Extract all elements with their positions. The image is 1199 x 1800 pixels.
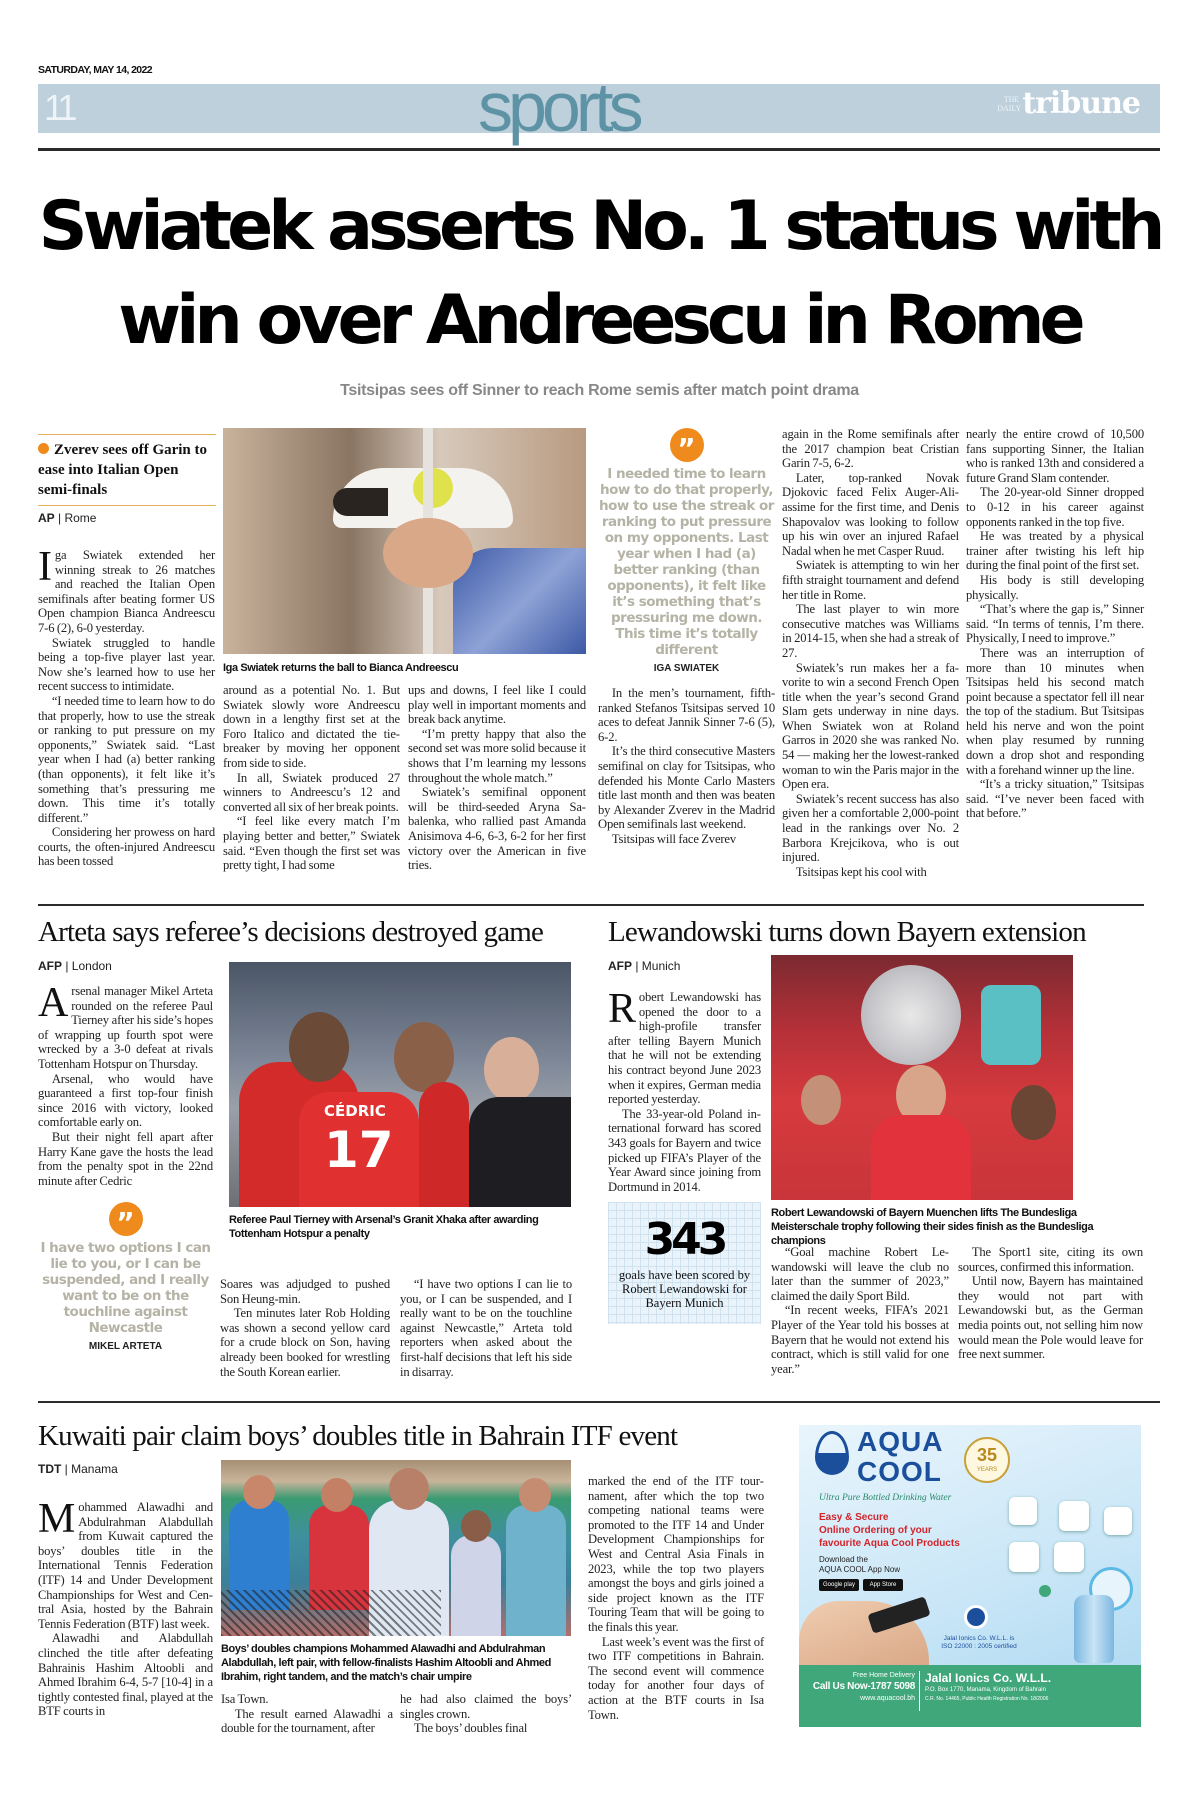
iso-text [939, 1635, 1019, 1651]
arteta-photo [229, 962, 571, 1207]
lewandowski-headline: Lewandowski turns down Bayern extension [608, 916, 1086, 948]
arteta-column-1-wrap [38, 980, 213, 1353]
dropcap: I [38, 544, 52, 590]
page-number: 11 [44, 87, 74, 128]
lead-column-4-wrap [598, 428, 775, 847]
quote-icon: ” [109, 1202, 143, 1236]
pullquote-text: I needed time to learn how to do that properly, how to use the streak or ranking to put pressure on my opponents. Last year when I had (a) better ranking (than opponents), it felt like it’s something that’s pressuring me down. This time it’s totally different [599, 466, 774, 658]
paragraph: The result earned Alawadhi a double for the tournament, after [221, 1706, 393, 1736]
paragraph: ups and downs, I feel like I could play well in important moments and break back anytime. [408, 683, 586, 727]
paragraph: “That’s where the gap is,” Sinner said. “In terms of tennis, I’m there. Physically, I need to improve.” [966, 602, 1144, 646]
paragraph: Arsenal, who would have guaranteed a first top-four finish since 2016 with victory, looked comfortable early on. [38, 1071, 213, 1130]
paper-logo-small: THE DAILY [997, 94, 1022, 113]
stat-box [608, 1202, 761, 1324]
iso-line: ISO 22000 : 2005 certified [941, 1643, 1017, 1650]
brand-line2: COOL [857, 1456, 942, 1487]
byline-agency: AFP [38, 959, 62, 973]
kuwait-byline: TDT | Manama [38, 1462, 118, 1476]
company-address: P.O. Box 1770, Manama, Kingdom of Bahrain [925, 1687, 1046, 1693]
paragraph: In the men’s tournament, fifth-ranked Stefanos Tsitsipas served 10 aces to defeat Jannik Sinner 7-6 (5), 6-2. [598, 686, 775, 744]
lead-photo-caption: Iga Swiatek returns the ball to Bianca Andreescu [223, 662, 459, 674]
paragraph: he had also claimed the boys’ singles crown. [400, 1692, 572, 1721]
paragraph: In all, Swiatek produced 27 winners to Andreescu’s 12 and converted all six of her break points. [223, 770, 400, 814]
arteta-column-3 [400, 1277, 572, 1379]
water-bottle-image [1074, 1595, 1114, 1663]
issue-date: SATURDAY, MAY 14, 2022 [38, 64, 153, 76]
paragraph: The Sport1 site, citing its own sources, confirmed this information. [958, 1245, 1143, 1274]
ad-footer [799, 1665, 1141, 1727]
lead-column-2 [223, 683, 400, 873]
paper-logo-name: tribune [1022, 86, 1140, 121]
download-line: Download the [819, 1555, 868, 1564]
paragraph: “In recent weeks, FIFA’s 2021 Player of the Year told his bosses at Bayern that he would not extend his contract, which is still valid for one year.” [771, 1303, 949, 1376]
paragraph: Until now, Bayern has maintained they would not part with Lewandowski but, as the German media points out, not selling him now would mean the Pole would leave for free next summer. [958, 1274, 1143, 1362]
lead-headline-line2: win over Andreescu in Rome [118, 281, 1081, 360]
paragraph: His body is still developing physically. [966, 572, 1144, 602]
teaser-dot-icon [38, 443, 49, 454]
paragraph: around as a potential No. 1. But Swiatek slowly wore Andreescu down in a lengthy first set at the Foro Italico and dictated the tiebreaker by moving her opponent from side to side. [223, 683, 400, 770]
water-drop-icon [815, 1431, 849, 1475]
paragraph: marked the end of the ITF tournament, after which the top two competing national teams were promoted to the ITF 14 and Under Development Championships for West and Central Asia Finals in 2023, while the top two players amongst the boys and girls joined a side project known as the ITF Touring Team that will be going to the finals this year. [588, 1474, 764, 1634]
paragraph: Tsitsipas will face Zverev [611, 831, 737, 846]
paragraph: obert Lewandowski has opened the door to a high-profile transfer after telling Bayern Munich that he will not be extending his contract beyond June 2023 when it expires, German media reported yesterday. [608, 990, 761, 1107]
paragraph: The boys’ doubles final [413, 1721, 528, 1736]
byline-agency: AP [38, 511, 55, 525]
company-logo-icon [964, 1605, 988, 1629]
lewandowski-column-1 [608, 986, 761, 1194]
paragraph: “I needed time to learn how to do that properly, how to use the streak or ranking to put pressure on my opponents,” Swiatek said. “Last year when I had (a) better ranking (than opponents), it felt like it’s something that’s pressuring me down. This time it’s totally different.” [38, 693, 215, 825]
paper-logo [997, 86, 1140, 121]
promo-text [819, 1511, 960, 1550]
paragraph: Last week’s event was the first of two ITF competitions in Bahrain. The second event will commence today for another four days of action at the BTF courts in Isa Town. [588, 1634, 764, 1722]
arteta-column-1 [38, 980, 213, 1188]
pullquote-attribution: IGA SWIATEK [653, 663, 720, 674]
lead-column-4 [598, 686, 775, 847]
promo-line: Easy & Secure [819, 1512, 889, 1523]
quote-icon: ” [670, 428, 704, 462]
paragraph: Soares was adjudged to pushed Son Heung-min. [220, 1277, 390, 1306]
lewandowski-column-1-wrap [608, 986, 761, 1324]
lewandowski-column-3 [958, 1245, 1143, 1362]
paragraph: Swiatek is attempting to win her fifth straight tournament and defend her title in Rome. [782, 558, 959, 602]
byline-agency: TDT [38, 1462, 62, 1476]
lewandowski-byline: AFP | Munich [608, 959, 681, 973]
paragraph: Later, top-ranked Novak Djokovic faced Felix Auger-Aliassime for the first time, and Denis Shapovalov was looking to follow up his win over an injured Rafael Nadal when he met Casper Ruud. [782, 470, 959, 558]
byline-place: Manama [71, 1462, 118, 1476]
paragraph: “It’s a tricky situation,” Tsitsipas said. “I’ve never been faced with that before.” [966, 777, 1144, 821]
google-play-button[interactable]: Google play [819, 1579, 859, 1591]
shirt-number: 17 [324, 1121, 394, 1179]
dropcap: M [38, 1496, 76, 1542]
paragraph: rsenal manager Mikel Arteta rounded on the referee Paul Tierney after his side’s hopes of wrapping up fourth spot were wrecked by a 3-0 defeat at rivals Tottenham Hotspur on Thursday. [38, 984, 213, 1071]
lead-column-3 [408, 683, 586, 873]
lewandowski-photo-caption: Robert Lewandowski of Bayern Muenchen lifts The Bundesliga Meisterschale trophy following their sides finish as the Bundesliga champions [771, 1207, 1094, 1247]
byline-place: Munich [641, 959, 681, 973]
paragraph: “I’m pretty happy that also the second set was more solid because it shows that I’m learning my lessons throughout the whole match.” [408, 726, 586, 785]
arteta-photo-caption: Referee Paul Tierney with Arsenal’s Granit Xhaka after awarding Tottenham Hotspur a penalty [229, 1214, 539, 1240]
paragraph: ga Swiatek extended her winning streak to 26 matches and reached the Italian Open semifinals after beating former US Open champion Bianca Andreescu 7-6 (2), 6-0 yesterday. [38, 548, 215, 635]
section-divider [38, 904, 1144, 906]
badge-number: 35 [976, 1445, 998, 1465]
teaser-text: Zverev sees off Garin to ease into Italian Open semi-finals [38, 442, 208, 498]
paragraph: Isa Town. [221, 1692, 269, 1706]
lead-headline [0, 180, 1199, 368]
pullquote-text: I have two options I can lie to you, or I can be suspended, and I really want to be on the touchline against Newcastle [40, 1240, 211, 1337]
stat-number: 343 [644, 1214, 725, 1266]
paragraph: Alawadhi and Alabdullah clinched the title after defeating Bahrainis Hashim Altoobli and Ahmed Ibrahim 6-4, 5-7 [10-4] in a tightly contested final, played at the BTF courts in [38, 1631, 213, 1719]
website-link[interactable]: www.aquacool.bh [860, 1695, 915, 1702]
paragraph: The 20-year-old Sinner dropped to 0-12 in his career against opponents ranked in the top five. [966, 485, 1144, 529]
pullquote-attribution: MIKEL ARTETA [88, 1341, 163, 1353]
teaser-box[interactable] [38, 434, 216, 506]
paragraph: again in the Rome semifinals after the 2017 champion beat Cristian Garin 7-5, 6-2. [782, 427, 959, 471]
paragraph: Swiatek’s run makes her a favorite to win a second French Open title when the year’s second Grand Slam gets underway in nine days. When Swiatek won at Roland Garros in 2020 she was ranked No. 54 — making her the lowest-ranked woman to win the Paris major in the Open era. [782, 660, 959, 792]
arteta-byline: AFP | London [38, 959, 112, 973]
kuwait-photo [221, 1460, 571, 1636]
kuwait-column-3 [400, 1692, 572, 1736]
download-line: AQUA COOL App Now [819, 1565, 901, 1574]
lead-column-6 [966, 427, 1144, 821]
brand-line1: AQUA [857, 1426, 944, 1457]
byline-place: Rome [64, 511, 97, 525]
lead-headline-line1: Swiatek asserts No. 1 status with [38, 187, 1161, 266]
paragraph: There was an interruption of more than 10 minutes when Tsitsipas held his second match point because a spectator fell ill near the top of the stadium. But Tsitsipas held his nerve and won the point when play resumed by running down a drop shot and responding with a forehand winner up the line. [966, 645, 1144, 777]
phone-number[interactable]: Call Us Now-1787 5098 [812, 1681, 915, 1692]
byline-agency: AFP [608, 959, 632, 973]
iso-line: Jalal Ionics Co. W.L.L. is [943, 1635, 1015, 1642]
paragraph: Swiatek struggled to handle being a top-five player last year. Now she’s learned how to use her recent success to intimidate. [38, 635, 215, 694]
ad-tagline: Ultra Pure Bottled Drinking Water [819, 1493, 952, 1503]
section-title: sports [478, 68, 639, 146]
paragraph: The last player to win more consecutive matches was Williams in 2014-15, when she had a streak of 27. [782, 602, 959, 660]
paragraph: It’s the third consecutive Masters semifinal on clay for Tsitsipas, who defended his Monte Carlo Masters title last month and then was beaten by Alexander Zverev in the Madrid Open semifinals last weekend. [598, 744, 775, 832]
paragraph: “Goal machine Robert Lewandowski will leave the club no later than the summer of 2023,” claimed the daily Sport Bild. [771, 1245, 949, 1303]
arteta-pullquote [38, 1202, 213, 1352]
promo-line: favourite Aqua Cool Products [819, 1538, 960, 1549]
aqua-cool-ad[interactable] [799, 1425, 1141, 1727]
paragraph: “I feel like every match I’m playing better and better,” Swiatek said. “Even though the first set was pretty tight, I had some [223, 814, 400, 873]
masthead-rule [38, 148, 1160, 151]
masthead [38, 60, 1160, 160]
lead-byline: AP | Rome [38, 511, 97, 525]
kuwait-column-2 [221, 1692, 393, 1736]
arteta-headline: Arteta says referee’s decisions destroyed game [38, 916, 544, 948]
shirt-name: CÉDRIC [324, 1102, 386, 1120]
paragraph: Tsitsipas kept his cool with [795, 864, 927, 879]
lead-column-5 [782, 427, 959, 879]
arteta-column-2 [220, 1277, 390, 1379]
company-registration: C.R. No. 14465, Public Health Registration No. 18/2006 [925, 1696, 1049, 1702]
kuwait-column-4 [588, 1474, 764, 1722]
paragraph: Ten minutes later Rob Holding was shown a second yellow card for a crude block on Son, having already been booked for wrestling the South Korean earlier. [220, 1306, 390, 1379]
paragraph: But their night fell apart after Harry Kane gave the hosts the lead from the penalty spot in the 22nd minute after Cedric [38, 1129, 213, 1188]
company-name: Jalal Ionics Co. W.L.L. [925, 1671, 1052, 1685]
promo-line: Online Ordering of your [819, 1525, 932, 1536]
paragraph: Considering her prowess on hard courts, the often-injured Andreescu has been tossed [38, 825, 215, 869]
paragraph: “I have two options I can lie to you, or I can be suspended, and I really want to be on the touchline against Newcastle,” Arteta told reporters when asked about the first-half decisions that left his side in disarray. [400, 1277, 572, 1379]
kuwait-photo-caption: Boys’ doubles champions Mohammed Alawadhi and Abdulrahman Alabdullah, left pair, with fellow-finalists Hashim Altoobli and Ahmed Ibrahim, right tandem, and the match’s chair umpire [221, 1643, 551, 1683]
paragraph: He was treated by a physical trainer after twisting his left hip during the final point of the first set. [966, 529, 1144, 573]
paragraph: ohammed Alawadhi and Abdulrahman Alabdullah from Kuwait captured the boys’ doubles title in the International Tennis Federation (ITF) 14 and Under Development Championships for West and Central Asia, hosted by the Bahrain Tennis Federation (BTF) last week. [38, 1500, 213, 1631]
lewandowski-photo [771, 955, 1073, 1200]
lead-photo [223, 428, 586, 654]
byline-place: London [71, 959, 112, 973]
lead-column-1 [38, 544, 215, 869]
dropcap: R [608, 986, 636, 1032]
anniversary-badge [964, 1437, 1010, 1483]
badge-label: YEARS [976, 1467, 998, 1473]
section-divider [38, 1401, 1160, 1403]
dropcap: A [38, 980, 69, 1026]
paragraph: Swiatek’s semifinal opponent will be third-seeded Aryna Sabalenka, who rallied past Amanda Anisimova 4-6, 6-3, 6-2 for her first victory over the American in five tries. [408, 785, 586, 873]
delivery-text: Free Home Delivery [852, 1672, 915, 1679]
kuwait-headline: Kuwaiti pair claim boys’ doubles title in Bahrain ITF event [38, 1420, 678, 1452]
kuwait-column-1 [38, 1496, 213, 1719]
paragraph: nearly the entire crowd of 10,500 fans supporting Sinner, the Italian who is ranked 13th and considered a future Grand Slam contender. [966, 427, 1144, 485]
paragraph: The 33-year-old Poland international forward has scored 343 goals for Bayern and twice picked up FIFA’s Player of the Year Award since joining from Dortmund in 2014. [608, 1106, 761, 1194]
app-store-button[interactable]: App Store [863, 1579, 903, 1591]
paragraph: Swiatek’s recent success has also given her a comfortable 2,000-point lead in the rankings over No. 2 Barbora Krejcikova, who is out injured. [782, 791, 959, 865]
download-text [819, 1555, 900, 1575]
stat-text: goals have been scored by Robert Lewandowski for Bayern Munich [618, 1268, 751, 1311]
lead-pullquote [598, 428, 775, 674]
lead-subhead: Tsitsipas sees off Sinner to reach Rome semis after match point drama [340, 382, 859, 399]
lewandowski-column-2 [771, 1245, 949, 1376]
